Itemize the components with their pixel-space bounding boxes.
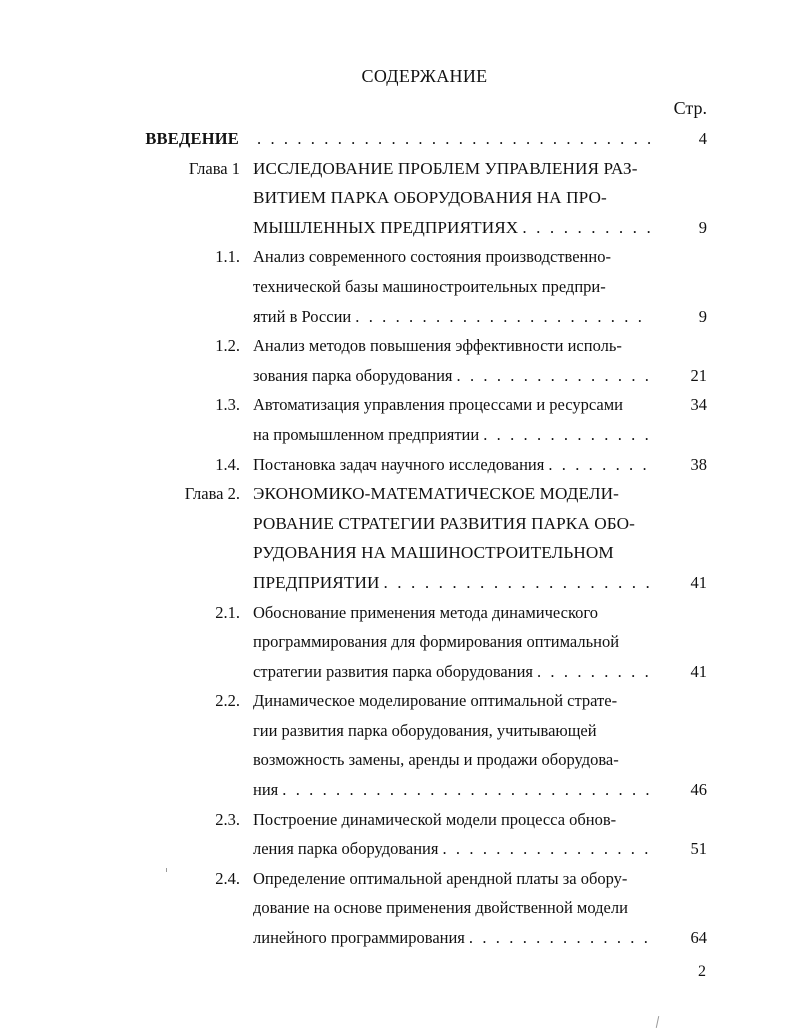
toc-title-line — [253, 775, 651, 805]
toc-title-line: возможность замены, аренды и продажи оборудова- — [253, 750, 619, 770]
toc-entry-number: 2.1. — [215, 602, 240, 622]
toc-title-line: Обоснование применения метода динамического — [253, 602, 599, 622]
dot-leader — [355, 302, 651, 332]
toc-title-line: дование на основе применения двойственной модели — [253, 898, 628, 918]
toc-title-line: РУДОВАНИЯ НА МАШИНОСТРОИТЕЛЬНОМ — [253, 543, 614, 563]
toc-title-line — [253, 834, 651, 864]
toc-entry-number: 2.3. — [215, 809, 240, 829]
dot-leader — [469, 923, 651, 953]
toc-title-tail: ПРЕДПРИЯТИИ — [253, 572, 380, 592]
toc-title-line: Анализ современного состояния производственно- — [253, 247, 611, 267]
toc-entry — [0, 598, 799, 687]
toc-title-line: Динамическое моделирование оптимальной страте- — [253, 691, 618, 711]
dot-leader — [282, 775, 651, 805]
toc-entry — [0, 686, 799, 804]
toc-entry-number: 1.4. — [215, 454, 240, 474]
toc-title-tail: линейного программирования — [253, 928, 465, 948]
scan-artifact-mark — [656, 1016, 659, 1028]
toc-page-number: 41 — [690, 572, 707, 592]
toc-title-tail: ния — [253, 780, 279, 800]
toc-title-line — [253, 213, 651, 243]
toc-entry-title — [253, 390, 651, 449]
toc-title-line: РОВАНИЕ СТРАТЕГИИ РАЗВИТИЯ ПАРКА ОБО- — [253, 513, 635, 533]
toc-page-number: 9 — [698, 306, 707, 326]
toc-title-line: ЭКОНОМИКО-МАТЕМАТИЧЕСКОЕ МОДЕЛИ- — [253, 484, 619, 504]
toc-title-tail: на промышленном предприятии — [253, 424, 480, 444]
toc-entry-title — [253, 331, 651, 390]
toc-page-number: 21 — [690, 365, 707, 385]
toc-entry-title — [253, 479, 651, 597]
toc-title-line — [253, 568, 651, 598]
toc-page-number: 51 — [690, 839, 707, 859]
toc-title-line — [253, 302, 651, 332]
toc-title-tail: зования парка оборудования — [253, 365, 453, 385]
toc-title-line: Автоматизация управления процессами и ресурсами — [253, 395, 623, 415]
toc-entry — [0, 154, 799, 243]
toc-entry-title — [253, 450, 651, 480]
toc-entry — [0, 124, 799, 154]
toc-entry-title — [253, 124, 651, 154]
scan-artifact-mark — [166, 868, 167, 872]
toc-title-line: технической базы машиностроительных предпри- — [253, 276, 606, 296]
toc-title-line — [253, 450, 651, 480]
toc-entry-number: 1.3. — [215, 395, 240, 415]
toc-entry — [0, 450, 799, 480]
toc-entry — [0, 479, 799, 597]
toc-entry-title — [253, 686, 651, 804]
toc-title-line — [253, 420, 651, 450]
page-title: СОДЕРЖАНИЕ — [361, 66, 488, 86]
toc-entry-number: 2.2. — [215, 691, 240, 711]
toc-entry-number: Глава 1 — [188, 158, 240, 178]
toc-title-line — [253, 657, 651, 687]
toc-title-line: ВИТИЕМ ПАРКА ОБОРУДОВАНИЯ НА ПРО- — [253, 188, 607, 208]
toc-entry-title — [253, 154, 651, 243]
dot-leader — [522, 213, 651, 243]
toc-entry — [0, 390, 799, 449]
dot-leader — [457, 361, 652, 391]
toc-entry — [0, 331, 799, 390]
toc-entry-title — [253, 805, 651, 864]
toc-title-line: Построение динамической модели процесса обнов- — [253, 809, 617, 829]
toc-title-tail: ления парка оборудования — [253, 839, 439, 859]
toc-title-tail: стратегии развития парка оборудования — [253, 661, 533, 681]
table-of-contents — [0, 124, 799, 953]
toc-title-line: гии развития парка оборудования, учитывающей — [253, 720, 597, 740]
toc-page-number: 64 — [690, 928, 707, 948]
toc-page-number: 34 — [690, 395, 707, 415]
dot-leader — [483, 420, 651, 450]
toc-entry — [0, 864, 799, 953]
dot-leader — [537, 657, 651, 687]
toc-title-line — [253, 923, 651, 953]
toc-page-number: 9 — [698, 217, 707, 237]
page-column-label: Стр. — [673, 98, 707, 118]
toc-entry-number: ВВЕДЕНИЕ — [145, 129, 239, 148]
toc-title-line — [253, 361, 651, 391]
toc-entry-number: 2.4. — [215, 868, 240, 888]
dot-leader — [442, 834, 651, 864]
dot-leader — [257, 124, 651, 154]
toc-title-line — [253, 124, 651, 154]
dot-leader — [383, 568, 651, 598]
toc-title-tail: МЫШЛЕННЫХ ПРЕДПРИЯТИЯХ — [253, 217, 519, 237]
toc-entry-number: 1.1. — [215, 247, 240, 267]
toc-title-line: программирования для формирования оптимальной — [253, 632, 620, 652]
toc-title-line: Анализ методов повышения эффективности исполь- — [253, 336, 622, 356]
toc-title-line: Определение оптимальной арендной платы за обору- — [253, 868, 628, 888]
toc-entry-title — [253, 864, 651, 953]
dot-leader — [548, 450, 651, 480]
toc-entry — [0, 242, 799, 331]
toc-title-tail: Постановка задач научного исследования — [253, 454, 545, 474]
toc-entry-number: 1.2. — [215, 336, 240, 356]
toc-title-tail: ятий в России — [253, 306, 352, 326]
toc-entry-title — [253, 242, 651, 331]
toc-entry-title — [253, 598, 651, 687]
toc-page-number: 41 — [690, 661, 707, 681]
toc-page-number: 4 — [698, 129, 707, 148]
toc-entry — [0, 805, 799, 864]
sheet-number: 2 — [698, 963, 706, 980]
toc-entry-number: Глава 2. — [184, 484, 240, 504]
toc-page-number: 46 — [690, 780, 707, 800]
toc-title-line: ИССЛЕДОВАНИЕ ПРОБЛЕМ УПРАВЛЕНИЯ РАЗ- — [253, 158, 638, 178]
toc-page-number: 38 — [690, 454, 707, 474]
